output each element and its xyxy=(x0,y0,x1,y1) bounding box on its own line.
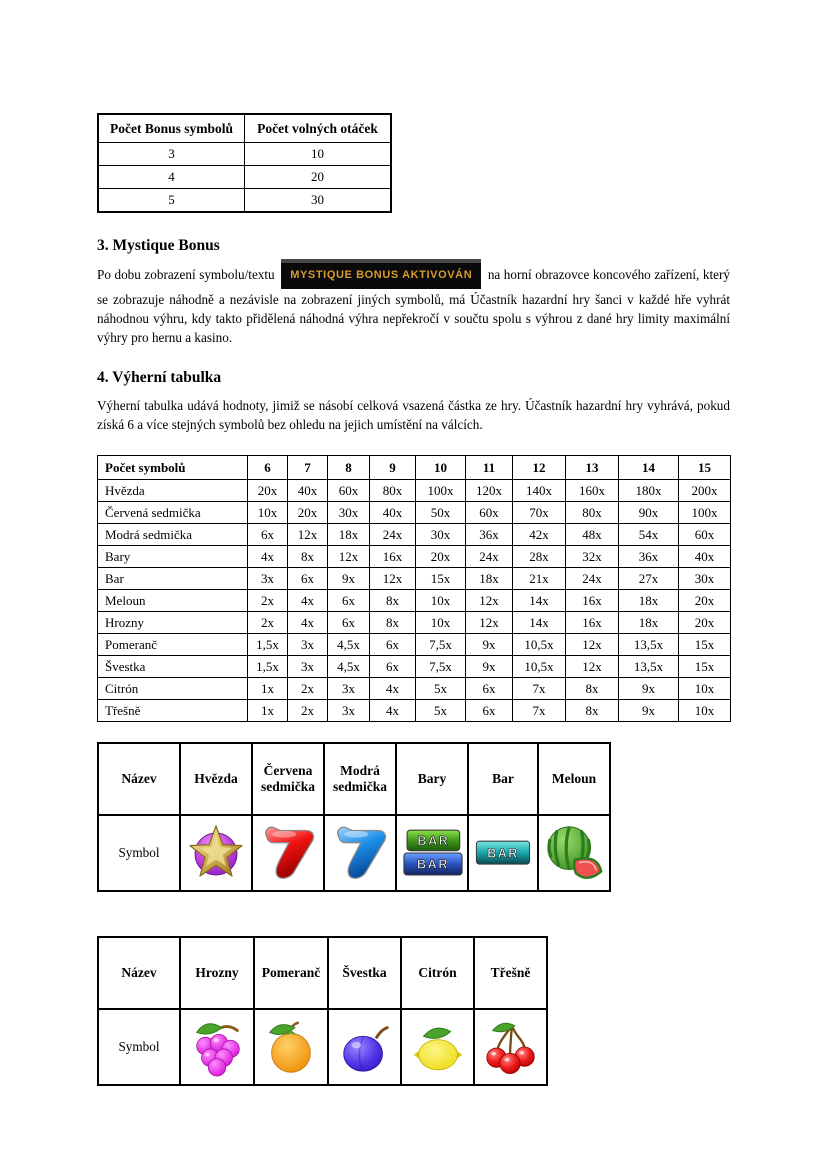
payout-value-cell: 12x xyxy=(466,612,513,634)
payout-value-cell: 15x xyxy=(416,568,466,590)
payout-table-row xyxy=(98,700,731,722)
symbol-table-2-header-row xyxy=(98,937,547,1009)
bonus-table-cell: 30 xyxy=(245,189,392,213)
payout-table-row xyxy=(98,502,731,524)
payout-table-header-cell: 14 xyxy=(619,456,679,480)
payout-symbol-name-cell: Hvězda xyxy=(98,480,248,502)
payout-value-cell: 10x xyxy=(679,678,731,700)
section3-text-after: na horní obrazovce koncového zařízení, který se zobrazuje náhodně a nezávisle na zobrazení jiných symbolů, má Účastník hazardní hry šanci v každé hře vyhrát náhodnou výhru, kdy takto přidělená náhodná výhra nepřekročí v součtu spolu s výhrou z dané hry limity maximální výhry pro hernu a kasino. xyxy=(97,267,730,345)
payout-value-cell: 12x xyxy=(288,524,328,546)
payout-value-cell: 30x xyxy=(328,502,370,524)
payout-value-cell: 50x xyxy=(416,502,466,524)
symbol-table-2-col-tresne: Třešně xyxy=(474,937,547,1009)
payout-value-cell: 28x xyxy=(513,546,566,568)
payout-table-header-cell: 15 xyxy=(679,456,731,480)
payout-value-cell: 3x xyxy=(248,568,288,590)
payout-value-cell: 180x xyxy=(619,480,679,502)
payout-value-cell: 27x xyxy=(619,568,679,590)
payout-value-cell: 10x xyxy=(416,612,466,634)
payout-value-cell: 80x xyxy=(566,502,619,524)
payout-symbol-name-cell: Bar xyxy=(98,568,248,590)
payout-symbol-name-cell: Bary xyxy=(98,546,248,568)
payout-symbol-name-cell: Hrozny xyxy=(98,612,248,634)
payout-value-cell: 18x xyxy=(619,590,679,612)
payout-value-cell: 9x xyxy=(619,678,679,700)
symbol-table-2-col-svestka: Švestka xyxy=(328,937,401,1009)
payout-value-cell: 120x xyxy=(466,480,513,502)
symbol-table-2-col-citron: Citrón xyxy=(401,937,474,1009)
payout-value-cell: 160x xyxy=(566,480,619,502)
payout-value-cell: 7,5x xyxy=(416,656,466,678)
payout-value-cell: 54x xyxy=(619,524,679,546)
payout-value-cell: 24x xyxy=(370,524,416,546)
payout-value-cell: 7x xyxy=(513,700,566,722)
star-icon xyxy=(184,821,248,885)
payout-value-cell: 12x xyxy=(466,590,513,612)
payout-value-cell: 4x xyxy=(370,700,416,722)
payout-symbol-name-cell: Třešně xyxy=(98,700,248,722)
symbol-table-1-header-row xyxy=(98,743,610,815)
bonus-table-cell: 3 xyxy=(98,143,245,166)
double-bar-symbol-cell xyxy=(396,815,468,891)
payout-symbol-name-cell: Citrón xyxy=(98,678,248,700)
payout-table-row xyxy=(98,612,731,634)
watermelon-icon xyxy=(543,822,605,884)
payout-value-cell: 8x xyxy=(288,546,328,568)
payout-value-cell: 20x xyxy=(248,480,288,502)
bonus-table-body xyxy=(98,143,391,213)
payout-value-cell: 5x xyxy=(416,678,466,700)
payout-value-cell: 200x xyxy=(679,480,731,502)
payout-value-cell: 90x xyxy=(619,502,679,524)
payout-table-row xyxy=(98,678,731,700)
payout-value-cell: 24x xyxy=(566,568,619,590)
watermelon-symbol-cell xyxy=(538,815,610,891)
payout-value-cell: 1x xyxy=(248,678,288,700)
bonus-table-cell: 10 xyxy=(245,143,392,166)
payout-value-cell: 60x xyxy=(679,524,731,546)
red-seven-symbol-cell xyxy=(252,815,324,891)
payout-value-cell: 3x xyxy=(288,656,328,678)
payout-table-header-cell: 11 xyxy=(466,456,513,480)
payout-value-cell: 30x xyxy=(679,568,731,590)
payout-table-row xyxy=(98,524,731,546)
star-symbol-cell xyxy=(180,815,252,891)
payout-table-row xyxy=(98,546,731,568)
payout-table xyxy=(97,455,731,722)
symbol-table-1-col-bar: Bar xyxy=(468,743,538,815)
payout-value-cell: 13,5x xyxy=(619,634,679,656)
payout-value-cell: 36x xyxy=(466,524,513,546)
symbol-legend-table-2 xyxy=(97,936,548,1086)
payout-value-cell: 9x xyxy=(466,656,513,678)
payout-value-cell: 14x xyxy=(513,612,566,634)
payout-value-cell: 8x xyxy=(370,590,416,612)
symbol-table-2-symbol-row xyxy=(98,1009,547,1085)
payout-value-cell: 4x xyxy=(288,590,328,612)
payout-value-cell: 12x xyxy=(328,546,370,568)
symbol-table-2-symbol-label: Symbol xyxy=(98,1009,180,1085)
payout-value-cell: 4x xyxy=(370,678,416,700)
payout-value-cell: 9x xyxy=(328,568,370,590)
single-bar-symbol-cell xyxy=(468,815,538,891)
payout-table-header-cell: 10 xyxy=(416,456,466,480)
payout-value-cell: 18x xyxy=(466,568,513,590)
cherries-symbol-cell xyxy=(474,1009,547,1085)
payout-value-cell: 16x xyxy=(370,546,416,568)
payout-value-cell: 6x xyxy=(328,590,370,612)
payout-value-cell: 8x xyxy=(566,700,619,722)
payout-table-header-cell: 8 xyxy=(328,456,370,480)
payout-value-cell: 15x xyxy=(679,634,731,656)
symbol-legend-table-1 xyxy=(97,742,611,892)
payout-value-cell: 6x xyxy=(248,524,288,546)
bonus-table-header-cell: Počet Bonus symbolů xyxy=(98,114,245,143)
payout-value-cell: 6x xyxy=(466,678,513,700)
lemon-symbol-cell xyxy=(401,1009,474,1085)
payout-value-cell: 2x xyxy=(288,700,328,722)
payout-value-cell: 21x xyxy=(513,568,566,590)
symbol-table-1-col-meloun: Meloun xyxy=(538,743,610,815)
payout-value-cell: 20x xyxy=(679,590,731,612)
payout-value-cell: 140x xyxy=(513,480,566,502)
single-bar-icon xyxy=(472,822,534,884)
payout-value-cell: 16x xyxy=(566,590,619,612)
payout-value-cell: 1,5x xyxy=(248,656,288,678)
payout-table-header-cell: Počet symbolů xyxy=(98,456,248,480)
section3-heading: 3. Mystique Bonus xyxy=(97,237,220,254)
payout-value-cell: 40x xyxy=(370,502,416,524)
payout-value-cell: 70x xyxy=(513,502,566,524)
red-seven-icon xyxy=(258,822,318,884)
lemon-icon xyxy=(407,1016,469,1078)
symbol-table-2-col-hrozny: Hrozny xyxy=(180,937,254,1009)
svg-text:BAR: BAR xyxy=(417,857,449,872)
payout-table-header-cell: 9 xyxy=(370,456,416,480)
bonus-table-header-cell: Počet volných otáček xyxy=(245,114,392,143)
payout-value-cell: 12x xyxy=(566,634,619,656)
payout-value-cell: 100x xyxy=(416,480,466,502)
payout-value-cell: 12x xyxy=(370,568,416,590)
cherries-icon xyxy=(480,1016,542,1078)
payout-value-cell: 3x xyxy=(328,678,370,700)
payout-value-cell: 6x xyxy=(370,656,416,678)
symbol-table-2-nazev-header: Název xyxy=(98,937,180,1009)
payout-value-cell: 3x xyxy=(328,700,370,722)
payout-value-cell: 10,5x xyxy=(513,634,566,656)
payout-value-cell: 4,5x xyxy=(328,634,370,656)
payout-value-cell: 4,5x xyxy=(328,656,370,678)
payout-value-cell: 8x xyxy=(370,612,416,634)
symbol-table-1-nazev-header: Název xyxy=(98,743,180,815)
payout-table-body xyxy=(98,480,731,722)
payout-value-cell: 24x xyxy=(466,546,513,568)
bonus-table-row xyxy=(98,189,391,213)
grapes-symbol-cell xyxy=(180,1009,254,1085)
payout-value-cell: 20x xyxy=(416,546,466,568)
payout-value-cell: 48x xyxy=(566,524,619,546)
symbol-table-1-symbol-row xyxy=(98,815,610,891)
payout-value-cell: 2x xyxy=(248,590,288,612)
payout-symbol-name-cell: Modrá sedmička xyxy=(98,524,248,546)
payout-value-cell: 100x xyxy=(679,502,731,524)
section3-text-before: Po dobu zobrazení symbolu/textu xyxy=(97,267,275,282)
payout-value-cell: 10x xyxy=(679,700,731,722)
bonus-table-cell: 20 xyxy=(245,166,392,189)
symbol-table-1-symbol-label: Symbol xyxy=(98,815,180,891)
payout-value-cell: 1x xyxy=(248,700,288,722)
mystique-bonus-badge: MYSTIQUE BONUS AKTIVOVÁN xyxy=(281,263,481,289)
payout-value-cell: 14x xyxy=(513,590,566,612)
orange-symbol-cell xyxy=(254,1009,328,1085)
payout-value-cell: 5x xyxy=(416,700,466,722)
payout-value-cell: 42x xyxy=(513,524,566,546)
payout-symbol-name-cell: Pomeranč xyxy=(98,634,248,656)
payout-value-cell: 10,5x xyxy=(513,656,566,678)
payout-value-cell: 18x xyxy=(328,524,370,546)
payout-value-cell: 2x xyxy=(288,678,328,700)
plum-symbol-cell xyxy=(328,1009,401,1085)
double-bar-icon xyxy=(400,822,466,884)
payout-table-row xyxy=(98,656,731,678)
blue-seven-symbol-cell xyxy=(324,815,396,891)
bonus-table-row xyxy=(98,166,391,189)
payout-value-cell: 60x xyxy=(328,480,370,502)
payout-value-cell: 10x xyxy=(248,502,288,524)
payout-symbol-name-cell: Meloun xyxy=(98,590,248,612)
payout-value-cell: 2x xyxy=(248,612,288,634)
payout-value-cell: 16x xyxy=(566,612,619,634)
payout-value-cell: 60x xyxy=(466,502,513,524)
symbol-table-1-col-cervena-sedmicka: Červena sedmička xyxy=(252,743,324,815)
payout-table-row xyxy=(98,568,731,590)
payout-value-cell: 12x xyxy=(566,656,619,678)
payout-value-cell: 6x xyxy=(328,612,370,634)
payout-value-cell: 4x xyxy=(288,612,328,634)
payout-value-cell: 9x xyxy=(466,634,513,656)
section3-paragraph xyxy=(97,264,730,347)
grapes-icon xyxy=(186,1016,248,1078)
payout-value-cell: 6x xyxy=(466,700,513,722)
payout-table-header-row xyxy=(98,456,731,480)
symbol-table-2-col-pomeranc: Pomeranč xyxy=(254,937,328,1009)
payout-table-row xyxy=(98,634,731,656)
bonus-table-cell: 4 xyxy=(98,166,245,189)
payout-value-cell: 36x xyxy=(619,546,679,568)
svg-text:BAR: BAR xyxy=(417,834,450,849)
payout-value-cell: 30x xyxy=(416,524,466,546)
bonus-table-cell: 5 xyxy=(98,189,245,213)
plum-icon xyxy=(334,1016,396,1078)
payout-value-cell: 10x xyxy=(416,590,466,612)
bonus-spins-table xyxy=(97,113,392,213)
payout-table-header-cell: 12 xyxy=(513,456,566,480)
payout-symbol-name-cell: Švestka xyxy=(98,656,248,678)
payout-table-row xyxy=(98,480,731,502)
symbol-table-1-col-modra-sedmicka: Modrá sedmička xyxy=(324,743,396,815)
payout-value-cell: 9x xyxy=(619,700,679,722)
payout-value-cell: 7,5x xyxy=(416,634,466,656)
payout-value-cell: 40x xyxy=(679,546,731,568)
payout-value-cell: 1,5x xyxy=(248,634,288,656)
blue-seven-icon xyxy=(330,822,390,884)
section4-heading: 4. Výherní tabulka xyxy=(97,369,222,386)
bonus-table-header-row xyxy=(98,114,391,143)
payout-value-cell: 6x xyxy=(370,634,416,656)
payout-table-header-cell: 6 xyxy=(248,456,288,480)
payout-value-cell: 4x xyxy=(248,546,288,568)
payout-value-cell: 80x xyxy=(370,480,416,502)
payout-table-row xyxy=(98,590,731,612)
payout-value-cell: 20x xyxy=(288,502,328,524)
payout-table-header-cell: 13 xyxy=(566,456,619,480)
orange-icon xyxy=(260,1016,322,1078)
payout-table-header-cell: 7 xyxy=(288,456,328,480)
payout-value-cell: 6x xyxy=(288,568,328,590)
payout-value-cell: 20x xyxy=(679,612,731,634)
payout-value-cell: 15x xyxy=(679,656,731,678)
bonus-table-row xyxy=(98,143,391,166)
symbol-table-1-col-bary: Bary xyxy=(396,743,468,815)
payout-value-cell: 40x xyxy=(288,480,328,502)
payout-value-cell: 8x xyxy=(566,678,619,700)
payout-value-cell: 18x xyxy=(619,612,679,634)
payout-symbol-name-cell: Červená sedmička xyxy=(98,502,248,524)
payout-value-cell: 13,5x xyxy=(619,656,679,678)
payout-value-cell: 7x xyxy=(513,678,566,700)
symbol-table-1-col-hvezda: Hvězda xyxy=(180,743,252,815)
section4-paragraph: Výherní tabulka udává hodnoty, jimiž se násobí celková vsazená částka ze hry. Účastník hazardní hry vyhrává, pokud získá 6 a více stejných symbolů bez ohledu na jejich umístění na válcích. xyxy=(97,398,730,432)
svg-text:BAR: BAR xyxy=(487,846,519,861)
payout-value-cell: 3x xyxy=(288,634,328,656)
payout-value-cell: 32x xyxy=(566,546,619,568)
